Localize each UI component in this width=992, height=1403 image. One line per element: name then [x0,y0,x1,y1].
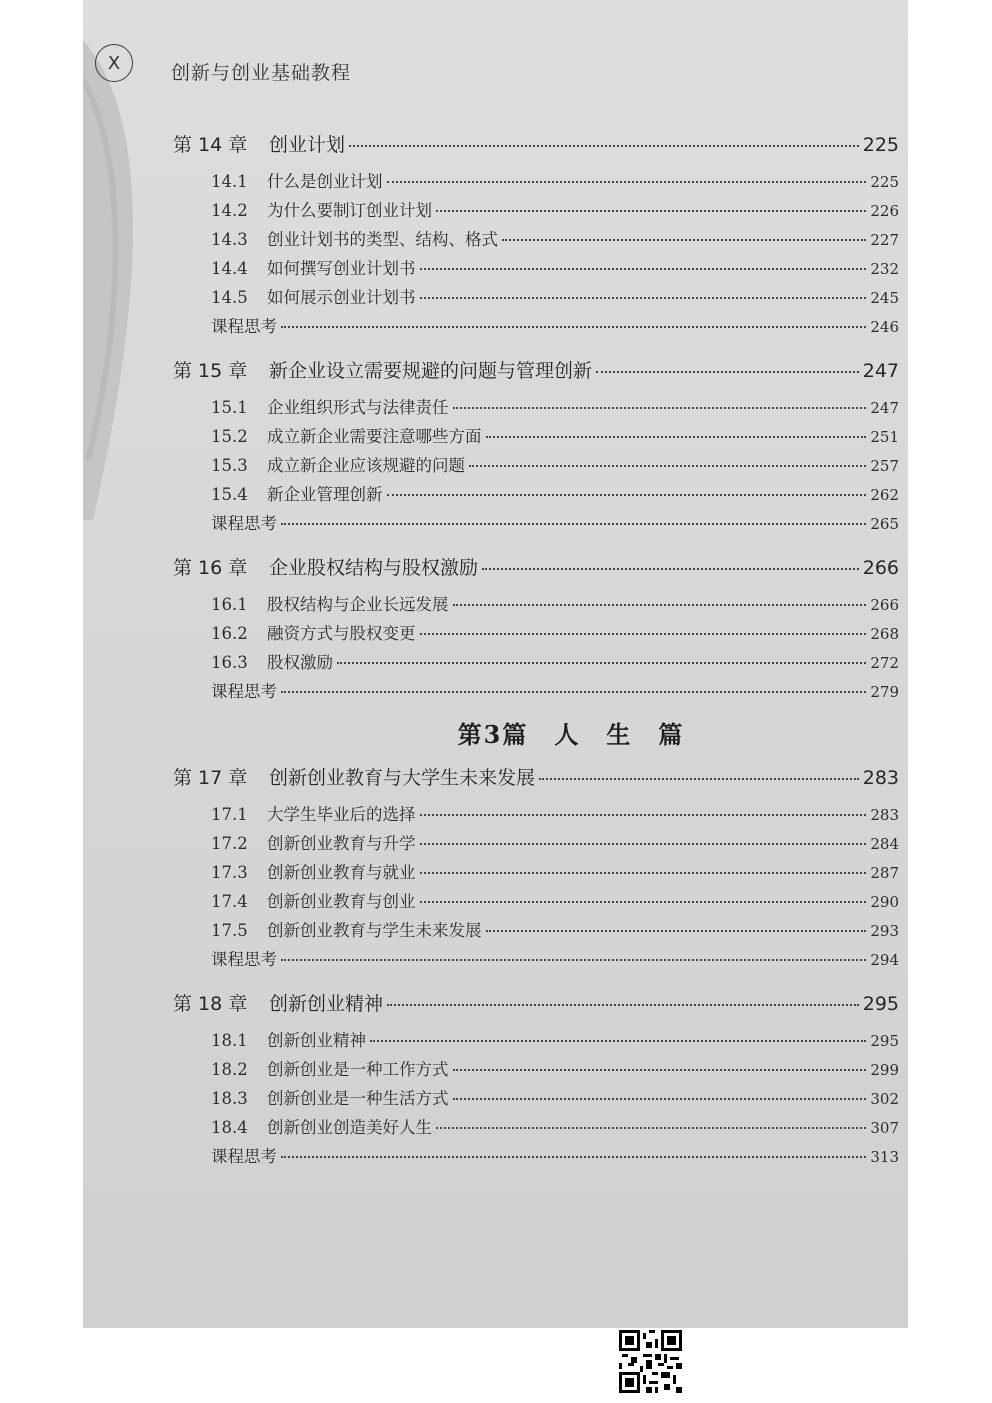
toc-section[interactable] [173,284,899,313]
section-title: 股权激励 [267,653,333,672]
dot-leader [420,814,867,816]
section-page: 232 [870,260,899,278]
toc-course-reflection[interactable] [173,1143,899,1172]
toc-section[interactable] [173,423,899,452]
dot-leader [596,371,859,373]
dot-leader [539,778,859,780]
toc-section[interactable] [173,649,899,678]
toc-section[interactable] [173,591,899,620]
section-page: 266 [870,596,899,614]
section-title: 融资方式与股权变更 [267,624,416,643]
toc-section[interactable] [173,917,899,946]
section-page: 302 [870,1090,899,1108]
section-number: 18.4 [211,1118,248,1137]
chapter-page: 283 [862,767,899,789]
toc-chapter-15[interactable] [173,356,899,394]
toc-section[interactable] [173,620,899,649]
section-number: 14.3 [211,230,248,249]
section-title: 创新创业教育与升学 [267,834,416,853]
dot-leader [281,1156,866,1158]
section-page: 313 [870,1148,899,1166]
page-photo [83,0,908,1328]
section-number: 15.2 [211,427,248,446]
section-number: 15.4 [211,485,248,504]
section-number: 17.2 [211,834,248,853]
section-page: 307 [870,1119,899,1137]
toc-section[interactable] [173,888,899,917]
toc-course-reflection[interactable] [173,313,899,342]
section-page: 245 [870,289,899,307]
toc-section[interactable] [173,452,899,481]
chapter-number: 第 14 章 [173,134,248,156]
chapter-page: 247 [862,360,899,382]
section-page: 287 [870,864,899,882]
chapter-number: 第 18 章 [173,993,248,1015]
dot-leader [281,326,866,328]
section-title: 课程思考 [211,1147,277,1166]
section-title: 如何展示创业计划书 [267,288,416,307]
dot-leader [387,1004,859,1006]
dot-leader [436,210,866,212]
toc-section[interactable] [173,1114,899,1143]
toc-course-reflection[interactable] [173,510,899,539]
dot-leader [486,436,867,438]
toc-course-reflection[interactable] [173,946,899,975]
section-number: 18.3 [211,1089,248,1108]
chapter-title: 创新创业教育与大学生未来发展 [269,767,536,789]
section-page: 262 [870,486,899,504]
section-number: 17.5 [211,921,248,940]
section-title: 成立新企业应该规避的问题 [267,456,465,475]
chapter-title: 创业计划 [269,134,346,156]
section-number: 16.1 [211,595,248,614]
section-title: 创新创业教育与创业 [267,892,416,911]
section-title: 新企业管理创新 [267,485,383,504]
section-title: 如何撰写创业计划书 [267,259,416,278]
section-number: 18.1 [211,1031,248,1050]
section-number: 15.1 [211,398,248,417]
section-number: 16.2 [211,624,248,643]
toc-chapter-14[interactable] [173,130,899,168]
section-title: 为什么要制订创业计划 [267,201,432,220]
section-number: 17.1 [211,805,248,824]
section-number: 14.5 [211,288,248,307]
page-numeral-badge [95,44,133,82]
section-number: 15.3 [211,456,248,475]
section-title: 创新创业创造美好人生 [267,1118,432,1137]
toc-chapter-17[interactable] [173,763,899,801]
toc-course-reflection[interactable] [173,678,899,707]
dot-leader [387,181,867,183]
section-title: 创新创业是一种工作方式 [267,1060,449,1079]
toc-section[interactable] [173,255,899,284]
dot-leader [482,568,859,570]
section-title: 创新创业精神 [267,1031,366,1050]
section-title: 课程思考 [211,682,277,701]
chapter-number: 第 15 章 [173,360,248,382]
chapter-number: 第 17 章 [173,767,248,789]
chapter-number: 第 16 章 [173,557,248,579]
section-title: 创业计划书的类型、结构、格式 [267,230,498,249]
section-number: 17.3 [211,863,248,882]
section-page: 225 [870,173,899,191]
section-title: 大学生毕业后的选择 [267,805,416,824]
table-of-contents [173,130,899,1172]
section-title: 什么是创业计划 [267,172,383,191]
dot-leader [469,465,866,467]
toc-section[interactable] [173,830,899,859]
dot-leader [281,959,866,961]
dot-leader [370,1040,866,1042]
toc-section[interactable] [173,197,899,226]
toc-section[interactable] [173,168,899,197]
section-title: 创新创业是一种生活方式 [267,1089,449,1108]
page-numeral: X [107,52,121,74]
section-number: 18.2 [211,1060,248,1079]
section-number: 17.4 [211,892,248,911]
toc-section[interactable] [173,1027,899,1056]
dot-leader [420,872,867,874]
toc-section[interactable] [173,1056,899,1085]
toc-section[interactable] [173,859,899,888]
dot-leader [281,523,866,525]
section-page: 290 [870,893,899,911]
section-page: 257 [870,457,899,475]
chapter-title: 企业股权结构与股权激励 [269,557,479,579]
dot-leader [453,1069,867,1071]
section-number: 14.4 [211,259,248,278]
section-page: 279 [870,683,899,701]
section-page: 284 [870,835,899,853]
section-title: 企业组织形式与法律责任 [267,398,449,417]
section-number: 14.1 [211,172,248,191]
toc-section[interactable] [173,226,899,255]
section-number: 14.2 [211,201,248,220]
dot-leader [420,268,867,270]
dot-leader [420,633,867,635]
chapter-title: 新企业设立需要规避的问题与管理创新 [269,360,593,382]
section-title: 股权结构与企业长远发展 [267,595,449,614]
dot-leader [420,901,867,903]
section-page: 294 [870,951,899,969]
section-title: 创新创业教育与就业 [267,863,416,882]
section-page: 251 [870,428,899,446]
chapter-page: 295 [862,993,899,1015]
dot-leader [502,239,866,241]
toc-section[interactable] [173,1085,899,1114]
section-page: 293 [870,922,899,940]
part-heading: 第3篇 人 生 篇 [457,720,685,749]
chapter-page: 225 [862,134,899,156]
toc-section[interactable] [173,394,899,423]
dot-leader [486,930,867,932]
chapter-title: 创新创业精神 [269,993,384,1015]
qr-code [619,1330,682,1393]
toc-chapter-16[interactable] [173,553,899,591]
running-header-title: 创新与创业基础教程 [171,62,352,84]
section-title: 成立新企业需要注意哪些方面 [267,427,482,446]
dot-leader [349,145,859,147]
dot-leader [453,1098,867,1100]
toc-section[interactable] [173,801,899,830]
dot-leader [337,662,866,664]
section-title: 创新创业教育与学生未来发展 [267,921,482,940]
section-page: 283 [870,806,899,824]
section-page: 295 [870,1032,899,1050]
section-page: 268 [870,625,899,643]
dot-leader [387,494,867,496]
section-number: 16.3 [211,653,248,672]
section-title: 课程思考 [211,950,277,969]
section-page: 246 [870,318,899,336]
dot-leader [436,1127,866,1129]
dot-leader [453,407,867,409]
section-page: 226 [870,202,899,220]
section-page: 299 [870,1061,899,1079]
chapter-page: 266 [862,557,899,579]
section-page: 265 [870,515,899,533]
dot-leader [420,843,867,845]
section-page: 272 [870,654,899,672]
toc-section[interactable] [173,481,899,510]
decorative-swirl [83,0,173,700]
dot-leader [453,604,867,606]
section-page: 247 [870,399,899,417]
section-title: 课程思考 [211,317,277,336]
toc-chapter-18[interactable] [173,989,899,1027]
section-page: 227 [870,231,899,249]
dot-leader [420,297,867,299]
section-title: 课程思考 [211,514,277,533]
dot-leader [281,691,866,693]
